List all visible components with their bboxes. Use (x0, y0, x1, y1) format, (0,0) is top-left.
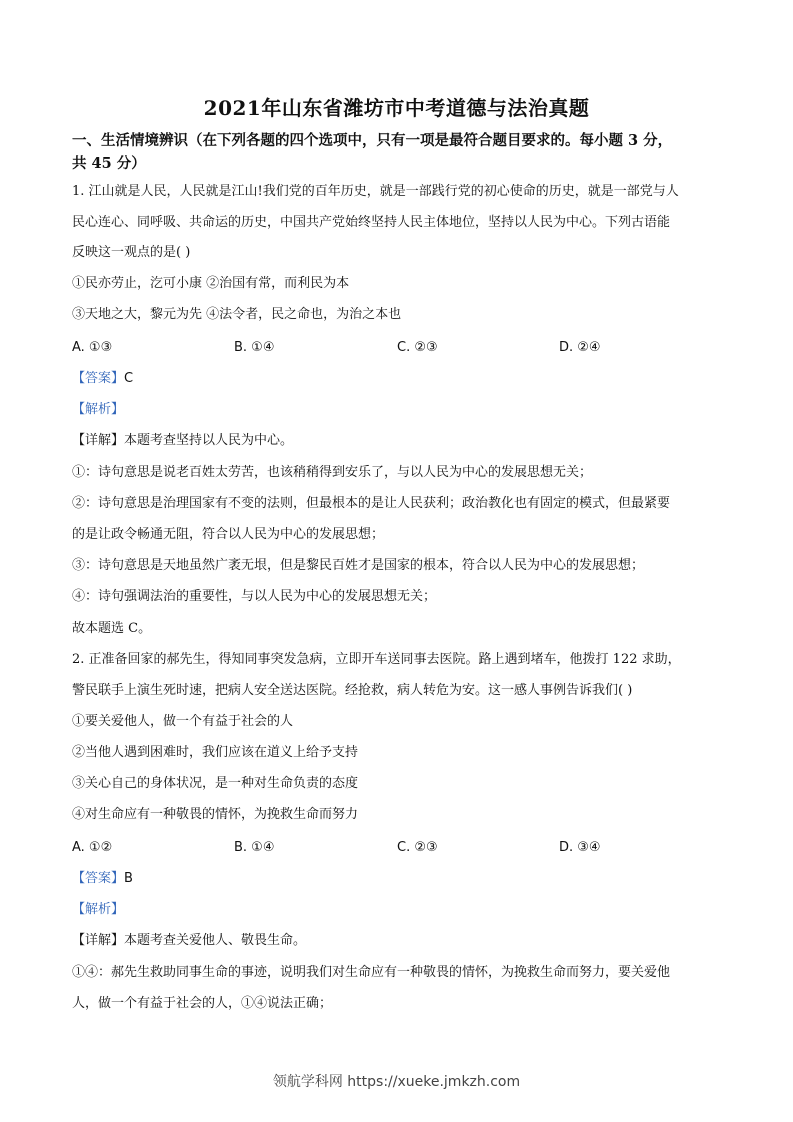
q1-detail-line: 故本题选 C。 (72, 621, 152, 636)
q1-item: ③天地之大，黎元为先 ④法令者，民之命也，为治之本也 (72, 307, 402, 322)
answer-value: C (124, 371, 134, 386)
q1-detail-line: ③：诗句意思是天地虽然广袤无垠，但是黎民百姓才是国家的根本，符合以人民为中心的发展思想； (72, 558, 645, 573)
q1-detail-line: ①：诗句意思是说老百姓太劳苦，也该稍稍得到安乐了，与以人民为中心的发展思想无关； (72, 465, 593, 480)
answer-tag: 【答案】 (72, 871, 125, 886)
q2-answer (72, 869, 722, 889)
q1-item: ①民亦劳止，汔可小康 ②治国有常，而利民为本 (72, 276, 350, 291)
q2-detail-line: ①④：郝先生救助同事生命的事迹，说明我们对生命应有一种敬畏的情怀，为挽救生命而努力，要关爱他 (72, 965, 671, 980)
q1-option-d: D. ②④ (559, 340, 601, 355)
q2-item: ②当他人遇到困难时，我们应该在道义上给予支持 (72, 745, 359, 760)
q1-detail-line: ②：诗句意思是治理国家有不变的法则，但最根本的是让人民获利；政治教化也有固定的模式，但最紧要 (72, 496, 671, 511)
q1-option-a: A. ①③ (72, 340, 113, 355)
q1-option-c: C. ②③ (397, 340, 438, 355)
q2-item: ④对生命应有一种敬畏的情怀，为挽救生命而努力 (72, 807, 359, 822)
q1-detail-line: 【详解】本题考查坚持以人民为中心。 (72, 433, 294, 448)
section-heading-line1: 一、生活情境辨识（在下列各题的四个选项中，只有一项是最符合题目要求的。每小题 3 分， (72, 132, 673, 149)
q2-item: ③关心自己的身体状况，是一种对生命负责的态度 (72, 776, 359, 791)
q1-stem-line: 1. 江山就是人民，人民就是江山!我们党的百年历史，就是一部践行党的初心使命的历史，就是一部党与人 (72, 184, 679, 199)
footer-watermark: 领航学科网 https://xueke.jmkzh.com (272, 1074, 521, 1090)
q1-analysis-tag: 【解析】 (72, 402, 125, 417)
answer-value: B (124, 871, 133, 886)
q2-detail-line: 人，做一个有益于社会的人，①④说法正确； (72, 996, 333, 1011)
q2-item: ①要关爱他人，做一个有益于社会的人 (72, 714, 294, 729)
answer-tag: 【答案】 (72, 371, 125, 386)
q2-option-b: B. ①④ (234, 840, 275, 855)
q2-option-d: D. ③④ (559, 840, 601, 855)
section-heading-line2: 共 45 分） (72, 155, 146, 172)
q2-analysis-tag: 【解析】 (72, 902, 125, 917)
q1-detail-line: ④：诗句强调法治的重要性，与以人民为中心的发展思想无关； (72, 589, 437, 604)
q2-stem-line: 2. 正准备回家的郝先生，得知同事突发急病，立即开车送同事去医院。路上遇到堵车，他拨打 122 求助， (72, 652, 681, 667)
q2-option-a: A. ①② (72, 840, 113, 855)
q1-stem-line: 反映这一观点的是( ) (72, 245, 191, 260)
q1-detail-line: 的是让政令畅通无阻，符合以人民为中心的发展思想； (72, 527, 385, 542)
q2-option-c: C. ②③ (397, 840, 438, 855)
q1-stem-line: 民心连心、同呼吸、共命运的历史，中国共产党始终坚持人民主体地位，坚持以人民为中心。下列古语能 (72, 215, 671, 230)
q1-answer (72, 369, 722, 389)
page-title: 2021年山东省潍坊市中考道德与法治真题 (203, 96, 590, 120)
q1-option-b: B. ①④ (234, 340, 275, 355)
q2-stem-line: 警民联手上演生死时速，把病人安全送达医院。经抢救，病人转危为安。这一感人事例告诉我们( ) (72, 683, 633, 698)
q2-detail-line: 【详解】本题考查关爱他人、敬畏生命。 (72, 933, 307, 948)
